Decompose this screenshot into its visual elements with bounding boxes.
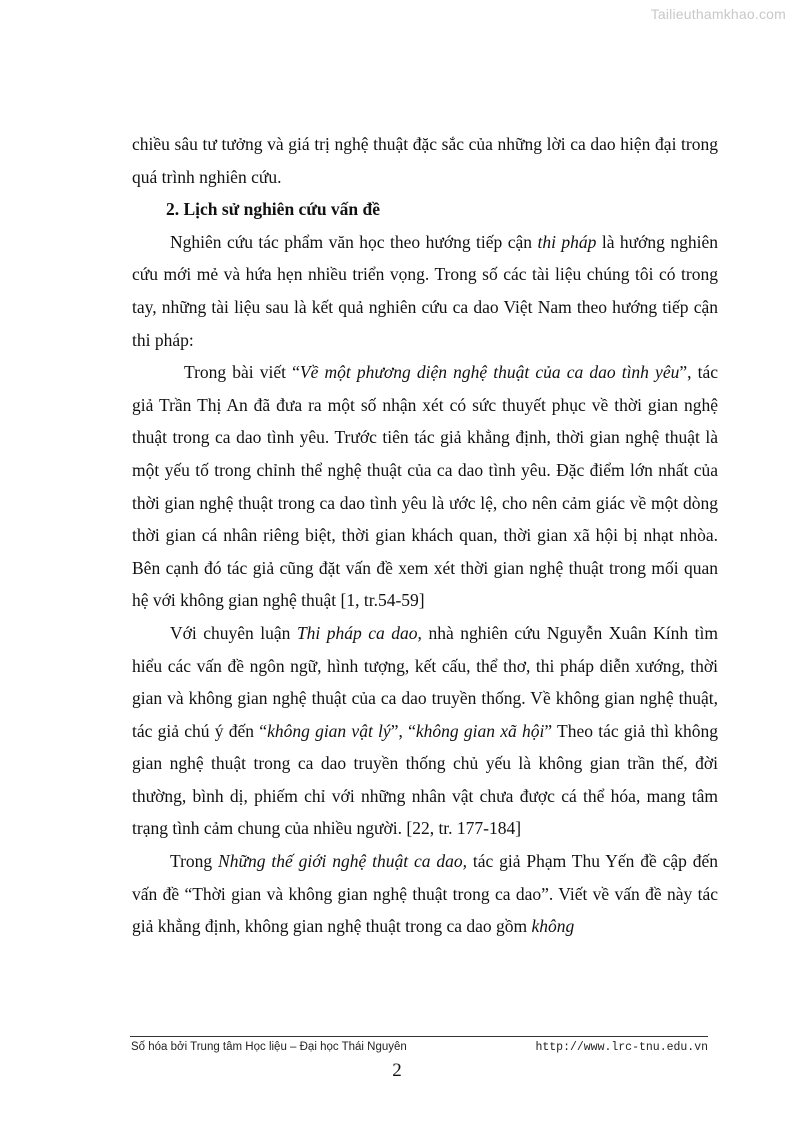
watermark: Tailieuthamkhao.com [650, 6, 786, 22]
text-run: Trong [170, 851, 219, 872]
paragraph-2 [132, 356, 718, 617]
text-run: ”, tác giả Trần Thị An đã đưa ra một số nhận xét có sức thuyết phục về thời gian nghệ thuật trong ca dao tình yêu. Trước tiên tác giả khẳng định, thời gian nghệ thuật là một yếu tố trong chỉnh thể nghệ thuật của ca dao tình yêu. Đặc điểm lớn nhất của thời gian nghệ thuật trong ca dao tình yêu là ước lệ, cho nên cảm giác về một dòng thời gian cá nhân riêng biệt, thời gian khách quan, thời gian xã hội bị nhạt nhòa. Bên cạnh đó tác giả cũng đặt vấn đề xem xét thời gian nghệ thuật trong mối quan hệ với không gian nghệ thuật [1, tr.54-59] [132, 362, 718, 611]
paragraph-1 [132, 226, 718, 356]
italic-run: không gian vật lý [267, 720, 391, 741]
text-run: Với chuyên luận [170, 622, 297, 643]
paragraph-3 [132, 617, 718, 845]
document-body [132, 128, 718, 943]
paragraph-intro: chiều sâu tư tưởng và giá trị nghệ thuật đặc sắc của những lời ca dao hiện đại trong quá trình nghiên cứu. [132, 134, 718, 187]
italic-run: Về một phương diện nghệ thuật của ca dao tình yêu [299, 362, 680, 383]
italic-run: thi pháp [537, 231, 597, 252]
text-run: nhà nghiên cứu Nguyễn Xuân Kính tìm hiểu các vấn đề ngôn ngữ, hình tượng, kết cấu, thể thơ, thi pháp diễn xướng, thời gian và không gian nghệ thuật của ca dao truyền thống. Về không gian nghệ thuật, tác giả chú ý đến “ [132, 622, 719, 741]
footer-url[interactable]: http://www.lrc-tnu.edu.vn [535, 1041, 708, 1054]
footer-credit: Số hóa bởi Trung tâm Học liệu – Đại học Thái Nguyên [131, 1041, 407, 1053]
page-number: 2 [392, 1060, 402, 1081]
text-run: ”, “ [390, 720, 416, 741]
italic-run: không [531, 916, 575, 937]
text-run: là hướng nghiên cứu mới mẻ và hứa hẹn nhiều triển vọng. Trong số các tài liệu chúng tôi có trong tay, những tài liệu sau là kết quả nghiên cứu ca dao Việt Nam theo hướng tiếp cận thi pháp: [132, 231, 719, 350]
italic-run: Những thế giới nghệ thuật ca dao, [218, 851, 468, 872]
section-heading: 2. Lịch sử nghiên cứu vấn đề [166, 199, 381, 220]
text-run: tác giả Phạm Thu Yến đề cập đến vấn đề “Thời gian và không gian nghệ thuật trong ca dao”. Viết về vấn đề này tác giả khẳng định, không gian nghệ thuật trong ca dao gồm [132, 851, 719, 937]
text-run: ” Theo tác giả thì không gian nghệ thuật trong ca dao truyền thống chủ yếu là không gian trần thế, đời thường, bình dị, phiếm chỉ với những nhân vật chưa được cá thể hóa, mang tâm trạng tình cảm chung của nhiều người. [22, tr. 177-184] [132, 720, 718, 839]
footer-divider [130, 1036, 708, 1037]
italic-run: Thi pháp ca dao, [296, 622, 422, 643]
italic-run: không gian xã hội [415, 720, 545, 741]
paragraph-4 [132, 845, 718, 943]
text-run: Nghiên cứu tác phẩm văn học theo hướng tiếp cận [170, 231, 538, 252]
text-run: Trong bài viết “ [184, 362, 300, 383]
